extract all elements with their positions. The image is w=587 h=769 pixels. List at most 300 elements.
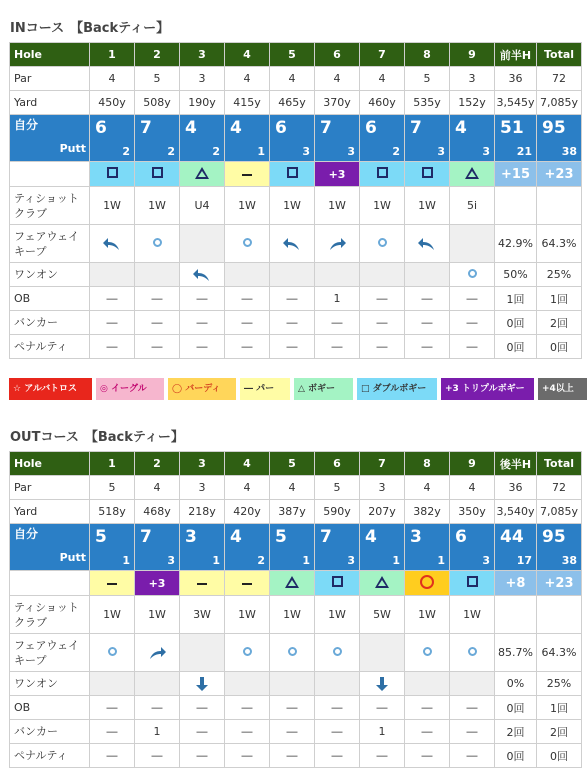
- par-cell: 4: [90, 67, 135, 91]
- strokes-value: 44: [500, 527, 524, 547]
- hole-header-cell: 1: [90, 452, 135, 476]
- result-label-cell: [10, 162, 90, 187]
- yard-cell: 590y: [315, 500, 360, 524]
- par-icon: [242, 174, 252, 176]
- teeshot-label: ティショット クラブ: [10, 187, 90, 225]
- ob-cell: ―: [225, 287, 270, 311]
- greenon-row: [10, 263, 582, 287]
- yard-cell: 415y: [225, 91, 270, 115]
- short-arrow-icon: [375, 676, 389, 692]
- fairway-rate-cell: 64.3%: [537, 634, 582, 672]
- par-label: Par: [10, 476, 90, 500]
- greenon-cell: [225, 672, 270, 696]
- fairway-cell: [135, 634, 180, 672]
- result-cell: [90, 571, 135, 596]
- result-label-cell: [10, 571, 90, 596]
- bunker-label: バンカー: [10, 311, 90, 335]
- result-cell: [225, 162, 270, 187]
- legend-quad-plus: +4以上: [538, 378, 587, 400]
- strokes-value: 95: [542, 118, 566, 138]
- bunker-cell: ―: [225, 720, 270, 744]
- yard-row: [10, 91, 582, 115]
- yard-label: Yard: [10, 91, 90, 115]
- teeshot-cell: 1W: [90, 596, 135, 634]
- fairway-hit-icon: [468, 269, 477, 278]
- teeshot-cell: [495, 187, 537, 225]
- greenon-rate-cell: 50%: [495, 263, 537, 287]
- fairway-rate-cell: 85.7%: [495, 634, 537, 672]
- result-cell: [405, 162, 450, 187]
- bunker-cell: 0回: [495, 311, 537, 335]
- bogey-icon: [465, 167, 479, 179]
- bunker-cell: 2回: [495, 720, 537, 744]
- teeshot-cell: 1W: [315, 596, 360, 634]
- birdie-icon: [420, 575, 434, 589]
- greenon-cell: [180, 672, 225, 696]
- penalty-cell: ―: [180, 335, 225, 359]
- ob-label: OB: [10, 287, 90, 311]
- score-cell: [360, 524, 405, 571]
- par-row: [10, 67, 582, 91]
- yard-cell: 218y: [180, 500, 225, 524]
- ob-cell: ―: [450, 696, 495, 720]
- yard-cell: 382y: [405, 500, 450, 524]
- par-cell: 5: [135, 67, 180, 91]
- strokes-value: 7: [140, 118, 152, 138]
- legend-bogey: △ ボギー: [294, 378, 353, 400]
- ob-cell: ―: [180, 696, 225, 720]
- hole-header-cell: 8: [405, 452, 450, 476]
- hole-header-cell: 4: [225, 43, 270, 67]
- teeshot-cell: 1W: [405, 596, 450, 634]
- yard-cell: 350y: [450, 500, 495, 524]
- fairway-hit-icon: [108, 647, 117, 656]
- result-cell: [270, 571, 315, 596]
- score-cell: [135, 524, 180, 571]
- result-cell: [360, 571, 405, 596]
- score-cell: [537, 524, 582, 571]
- penalty-label: ペナルティ: [10, 744, 90, 768]
- yard-cell: 3,545y: [495, 91, 537, 115]
- par-cell: 5: [315, 476, 360, 500]
- yard-cell: 450y: [90, 91, 135, 115]
- bunker-cell: ―: [270, 311, 315, 335]
- result-row: [10, 571, 582, 596]
- fairway-cell: [180, 225, 225, 263]
- result-cell: [360, 162, 405, 187]
- score-label-cell: [10, 524, 90, 571]
- ob-cell: 1: [315, 287, 360, 311]
- hole-header-cell: 1: [90, 43, 135, 67]
- penalty-row: [10, 335, 582, 359]
- par-cell: 4: [270, 67, 315, 91]
- result-sum-cell: +15: [495, 162, 537, 187]
- fairway-hit-icon: [153, 238, 162, 247]
- hole-header-cell: 3: [180, 43, 225, 67]
- bunker-cell: 1: [360, 720, 405, 744]
- teeshot-cell: [537, 596, 582, 634]
- score-cell: [450, 115, 495, 162]
- hole-header-cell: 2: [135, 452, 180, 476]
- strokes-value: 4: [230, 118, 242, 138]
- par-row: [10, 476, 582, 500]
- bunker-cell: ―: [360, 311, 405, 335]
- miss-left-arrow-icon: [102, 236, 122, 252]
- penalty-cell: ―: [270, 335, 315, 359]
- yard-cell: 468y: [135, 500, 180, 524]
- par-cell: 4: [135, 476, 180, 500]
- fairway-cell: [180, 634, 225, 672]
- penalty-cell: ―: [270, 744, 315, 768]
- score-cell: [180, 524, 225, 571]
- bunker-cell: ―: [225, 311, 270, 335]
- par-cell: 72: [537, 476, 582, 500]
- legend-par: ― パー: [240, 378, 290, 400]
- hole-header-cell: Hole: [10, 452, 90, 476]
- double-bogey-icon: [422, 167, 433, 178]
- fairway-cell: [405, 225, 450, 263]
- putt-label: Putt: [59, 551, 86, 564]
- putts-value: 1: [257, 145, 265, 158]
- par-cell: 3: [180, 476, 225, 500]
- greenon-rate-cell: 0%: [495, 672, 537, 696]
- out-tee-label: 【Backティー】: [84, 430, 184, 445]
- fairway-cell: [315, 225, 360, 263]
- hole-header-cell: 6: [315, 43, 360, 67]
- score-cell: [315, 524, 360, 571]
- par-cell: 4: [225, 476, 270, 500]
- yard-row: [10, 500, 582, 524]
- putts-value: 38: [561, 145, 577, 158]
- bogey-icon: [375, 576, 389, 588]
- teeshot-cell: 1W: [405, 187, 450, 225]
- result-cell: [450, 162, 495, 187]
- strokes-value: 4: [185, 118, 197, 138]
- penalty-cell: 0回: [537, 335, 582, 359]
- greenon-rate-cell: 25%: [537, 263, 582, 287]
- strokes-value: 5: [275, 527, 287, 547]
- penalty-row: [10, 744, 582, 768]
- ob-cell: ―: [135, 696, 180, 720]
- fairway-cell: [315, 634, 360, 672]
- putt-label: Putt: [59, 142, 86, 155]
- score-cell: [270, 524, 315, 571]
- legend-albatross: ☆ アルバトロス: [9, 378, 92, 400]
- greenon-cell: [225, 263, 270, 287]
- result-cell: [90, 162, 135, 187]
- penalty-cell: ―: [135, 335, 180, 359]
- out-course-name: OUTコース: [10, 430, 79, 445]
- fairway-label: フェアウェイ キープ: [10, 634, 90, 672]
- ob-cell: ―: [90, 287, 135, 311]
- miss-right-arrow-icon: [327, 236, 347, 252]
- putts-value: 2: [257, 554, 265, 567]
- par-cell: 5: [405, 67, 450, 91]
- out-scorecard-table: [9, 451, 582, 768]
- strokes-value: 6: [365, 118, 377, 138]
- fairway-cell: [90, 225, 135, 263]
- penalty-cell: 0回: [495, 744, 537, 768]
- in-scorecard-table: [9, 42, 582, 359]
- penalty-cell: ―: [135, 744, 180, 768]
- teeshot-cell: 1W: [90, 187, 135, 225]
- par-label: Par: [10, 67, 90, 91]
- hole-header-cell: Total: [537, 452, 582, 476]
- bunker-row: [10, 720, 582, 744]
- putts-value: 3: [167, 554, 175, 567]
- teeshot-cell: 5i: [450, 187, 495, 225]
- bunker-cell: ―: [180, 720, 225, 744]
- fairway-cell: [225, 634, 270, 672]
- greenon-cell: [180, 263, 225, 287]
- fairway-cell: [450, 634, 495, 672]
- ob-label: OB: [10, 696, 90, 720]
- strokes-value: 4: [455, 118, 467, 138]
- fairway-cell: [360, 225, 405, 263]
- putts-value: 2: [392, 145, 400, 158]
- score-cell: [495, 524, 537, 571]
- legend-birdie: ◯ バーディ: [168, 378, 236, 400]
- miss-right-arrow-icon: [147, 645, 167, 661]
- putts-value: 1: [212, 554, 220, 567]
- strokes-value: 3: [185, 527, 197, 547]
- hole-header-cell: 後半H: [495, 452, 537, 476]
- fairway-hit-icon: [333, 647, 342, 656]
- bunker-row: [10, 311, 582, 335]
- result-cell: [315, 162, 360, 187]
- fairway-cell: [450, 225, 495, 263]
- result-sum-cell: +23: [537, 162, 582, 187]
- result-cell: [180, 571, 225, 596]
- teeshot-cell: 1W: [135, 596, 180, 634]
- hole-header-cell: 7: [360, 43, 405, 67]
- putts-value: 3: [347, 554, 355, 567]
- result-cell: [180, 162, 225, 187]
- result-row: [10, 162, 582, 187]
- yard-cell: 508y: [135, 91, 180, 115]
- strokes-value: 7: [410, 118, 422, 138]
- teeshot-cell: 1W: [360, 187, 405, 225]
- putts-value: 1: [302, 554, 310, 567]
- bunker-cell: ―: [90, 311, 135, 335]
- bunker-cell: ―: [270, 720, 315, 744]
- ob-cell: ―: [405, 696, 450, 720]
- score-cell: [405, 115, 450, 162]
- double-bogey-icon: [467, 576, 478, 587]
- hole-header-cell: 5: [270, 452, 315, 476]
- par-cell: 4: [225, 67, 270, 91]
- ob-cell: 1回: [537, 696, 582, 720]
- par-cell: 36: [495, 67, 537, 91]
- putts-value: 21: [516, 145, 532, 158]
- teeshot-cell: 1W: [270, 187, 315, 225]
- fairway-row: [10, 225, 582, 263]
- fairway-cell: [270, 634, 315, 672]
- teeshot-row: [10, 187, 582, 225]
- ob-cell: ―: [270, 696, 315, 720]
- miss-left-arrow-icon: [417, 236, 437, 252]
- yard-cell: 3,540y: [495, 500, 537, 524]
- putts-value: 1: [437, 554, 445, 567]
- hole-header-cell: 9: [450, 43, 495, 67]
- greenon-cell: [360, 263, 405, 287]
- hole-header-cell: 3: [180, 452, 225, 476]
- double-bogey-icon: [152, 167, 163, 178]
- yard-cell: 420y: [225, 500, 270, 524]
- strokes-value: 4: [365, 527, 377, 547]
- penalty-cell: ―: [450, 335, 495, 359]
- penalty-cell: ―: [90, 335, 135, 359]
- legend-triple-bogey: +3 トリプルボギー: [441, 378, 534, 400]
- double-bogey-icon: [332, 576, 343, 587]
- fairway-hit-icon: [423, 647, 432, 656]
- fairway-cell: [360, 634, 405, 672]
- hole-header-cell: 2: [135, 43, 180, 67]
- par-icon: [197, 583, 207, 585]
- ob-cell: ―: [315, 696, 360, 720]
- strokes-value: 7: [320, 527, 332, 547]
- yard-cell: 465y: [270, 91, 315, 115]
- bunker-cell: 2回: [537, 311, 582, 335]
- penalty-cell: ―: [90, 744, 135, 768]
- score-cell: [450, 524, 495, 571]
- par-cell: 72: [537, 67, 582, 91]
- bunker-cell: ―: [450, 720, 495, 744]
- ob-cell: ―: [180, 287, 225, 311]
- par-cell: 36: [495, 476, 537, 500]
- ob-cell: 0回: [495, 696, 537, 720]
- par-cell: 4: [450, 476, 495, 500]
- score-cell: [537, 115, 582, 162]
- score-label-cell: [10, 115, 90, 162]
- short-arrow-icon: [195, 676, 209, 692]
- hole-header-cell: 4: [225, 452, 270, 476]
- teeshot-label: ティショット クラブ: [10, 596, 90, 634]
- yard-cell: 370y: [315, 91, 360, 115]
- fairway-rate-cell: 64.3%: [537, 225, 582, 263]
- teeshot-cell: 1W: [270, 596, 315, 634]
- teeshot-cell: 5W: [360, 596, 405, 634]
- teeshot-row: [10, 596, 582, 634]
- score-cell: [270, 115, 315, 162]
- fairway-cell: [135, 225, 180, 263]
- greenon-label: ワンオン: [10, 263, 90, 287]
- greenon-cell: [90, 263, 135, 287]
- ob-cell: 1回: [495, 287, 537, 311]
- yard-cell: 535y: [405, 91, 450, 115]
- score-label: 自分: [14, 118, 39, 132]
- par-cell: 3: [360, 476, 405, 500]
- greenon-cell: [315, 672, 360, 696]
- putts-value: 2: [212, 145, 220, 158]
- fairway-hit-icon: [288, 647, 297, 656]
- teeshot-cell: [537, 187, 582, 225]
- par-cell: 4: [360, 67, 405, 91]
- greenon-cell: [405, 672, 450, 696]
- score-cell: [135, 115, 180, 162]
- result-text: +3: [148, 576, 166, 590]
- hole-header-row: [10, 452, 582, 476]
- strokes-value: 5: [95, 527, 107, 547]
- putts-value: 1: [392, 554, 400, 567]
- putts-value: 38: [561, 554, 577, 567]
- hole-header-cell: Total: [537, 43, 582, 67]
- putts-value: 2: [122, 145, 130, 158]
- bunker-cell: ―: [315, 720, 360, 744]
- hole-header-cell: Hole: [10, 43, 90, 67]
- hole-header-cell: 前半H: [495, 43, 537, 67]
- score-cell: [90, 524, 135, 571]
- bunker-cell: 1: [135, 720, 180, 744]
- hole-header-cell: 7: [360, 452, 405, 476]
- strokes-value: 95: [542, 527, 566, 547]
- fairway-label: フェアウェイ キープ: [10, 225, 90, 263]
- greenon-cell: [315, 263, 360, 287]
- legend-double-bogey: □ ダブルボギー: [357, 378, 437, 400]
- par-cell: 4: [315, 67, 360, 91]
- score-label: 自分: [14, 527, 39, 541]
- penalty-cell: ―: [405, 335, 450, 359]
- ob-row: [10, 287, 582, 311]
- fairway-cell: [270, 225, 315, 263]
- ob-cell: ―: [270, 287, 315, 311]
- yard-cell: 152y: [450, 91, 495, 115]
- score-cell: [225, 115, 270, 162]
- hole-header-cell: 8: [405, 43, 450, 67]
- strokes-value: 6: [455, 527, 467, 547]
- miss-left-arrow-icon: [282, 236, 302, 252]
- teeshot-cell: 1W: [450, 596, 495, 634]
- penalty-cell: ―: [315, 335, 360, 359]
- strokes-value: 51: [500, 118, 524, 138]
- penalty-cell: ―: [180, 744, 225, 768]
- fairway-hit-icon: [378, 238, 387, 247]
- fairway-cell: [225, 225, 270, 263]
- putts-value: 3: [437, 145, 445, 158]
- putts-value: 3: [302, 145, 310, 158]
- ob-cell: ―: [360, 696, 405, 720]
- penalty-cell: ―: [360, 335, 405, 359]
- result-sum-cell: +8: [495, 571, 537, 596]
- result-cell: [135, 162, 180, 187]
- penalty-cell: ―: [225, 744, 270, 768]
- bogey-icon: [195, 167, 209, 179]
- bunker-cell: ―: [90, 720, 135, 744]
- penalty-cell: ―: [315, 744, 360, 768]
- result-sum-cell: +23: [537, 571, 582, 596]
- putts-value: 17: [516, 554, 532, 567]
- fairway-hit-icon: [243, 238, 252, 247]
- result-cell: [315, 571, 360, 596]
- greenon-label: ワンオン: [10, 672, 90, 696]
- bunker-cell: ―: [405, 720, 450, 744]
- score-cell: [495, 115, 537, 162]
- putts-value: 3: [482, 554, 490, 567]
- score-cell: [405, 524, 450, 571]
- bunker-cell: ―: [135, 311, 180, 335]
- yard-cell: 518y: [90, 500, 135, 524]
- teeshot-cell: U4: [180, 187, 225, 225]
- ob-cell: ―: [135, 287, 180, 311]
- ob-cell: ―: [360, 287, 405, 311]
- teeshot-cell: 1W: [315, 187, 360, 225]
- greenon-row: [10, 672, 582, 696]
- strokes-value: 4: [230, 527, 242, 547]
- bunker-label: バンカー: [10, 720, 90, 744]
- result-cell: [405, 571, 450, 596]
- teeshot-cell: 1W: [135, 187, 180, 225]
- ob-cell: ―: [225, 696, 270, 720]
